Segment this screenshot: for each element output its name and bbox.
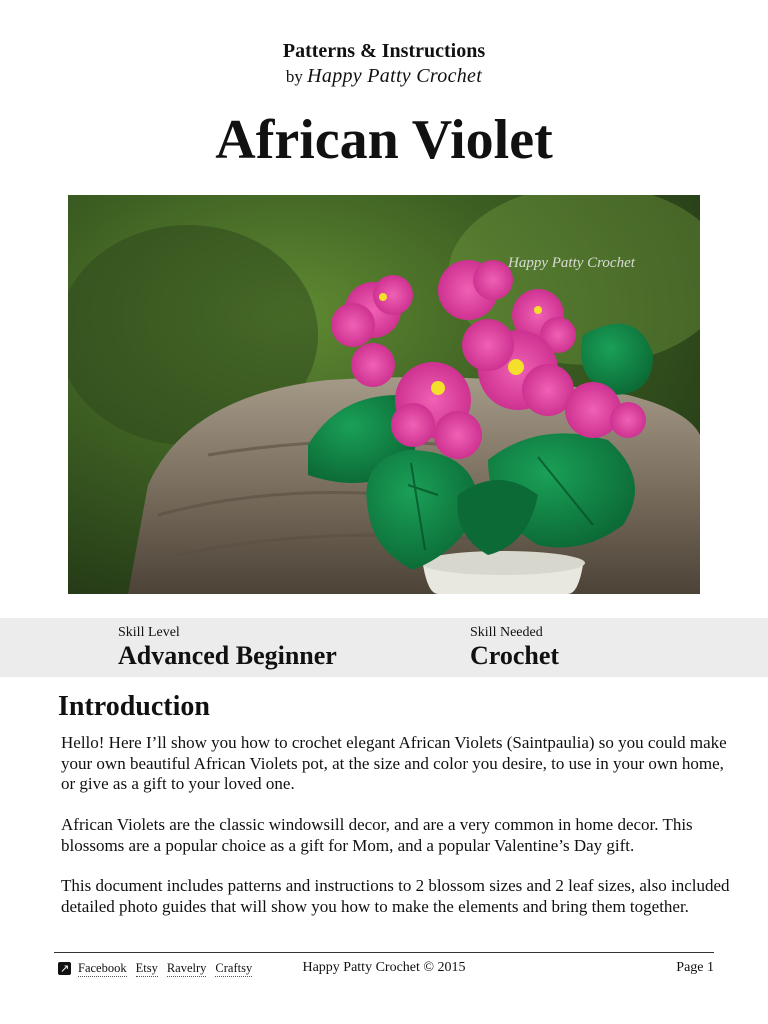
skill-needed-label: Skill Needed	[470, 625, 543, 640]
section-heading: Introduction	[58, 691, 210, 722]
document-header	[0, 38, 768, 89]
header-byline	[0, 64, 768, 89]
skill-level-value: Advanced Beginner	[118, 641, 337, 670]
footer-link-facebook[interactable]: Facebook	[78, 961, 127, 975]
hero-photo	[68, 195, 700, 594]
page-title: African Violet	[215, 109, 553, 171]
photo-watermark: Happy Patty Crochet	[508, 255, 635, 271]
byline-by: by	[285, 67, 303, 86]
footer-link-etsy[interactable]: Etsy	[135, 961, 158, 975]
brand-script-name: Happy Patty Crochet	[307, 65, 483, 87]
skill-needed-value: Crochet	[470, 641, 560, 670]
page-number: Page 1	[676, 960, 714, 975]
footer-copyright: Happy Patty Crochet © 2015	[302, 960, 466, 975]
skill-level-label: Skill Level	[118, 625, 180, 640]
footer-link-ravelry[interactable]: Ravelry	[166, 961, 207, 975]
skill-band	[0, 618, 768, 677]
header-kicker: Patterns & Instructions	[282, 40, 486, 62]
skill-needed	[470, 625, 559, 671]
footer-link-craftsy[interactable]: Craftsy	[215, 961, 253, 975]
footer-divider	[54, 952, 714, 953]
skill-level	[118, 625, 337, 671]
intro-paragraph: This document includes patterns and instructions to 2 blossom sizes and 2 leaf sizes, also included detailed photo guides that will show you how to make the elements and bring them together.	[61, 876, 730, 916]
intro-paragraph: Hello! Here I’ll show you how to crochet elegant African Violets (Saintpaulia) so you could make your own beautiful African Violets pot, at the size and color you desire, to use in your own home, or give as a gift to your loved one.	[61, 733, 727, 793]
intro-paragraph: African Violets are the classic windowsill decor, and are a very common in home decor. This blossoms are a popular choice as a gift for Mom, and a popular Valentine’s Day gift.	[61, 815, 693, 855]
